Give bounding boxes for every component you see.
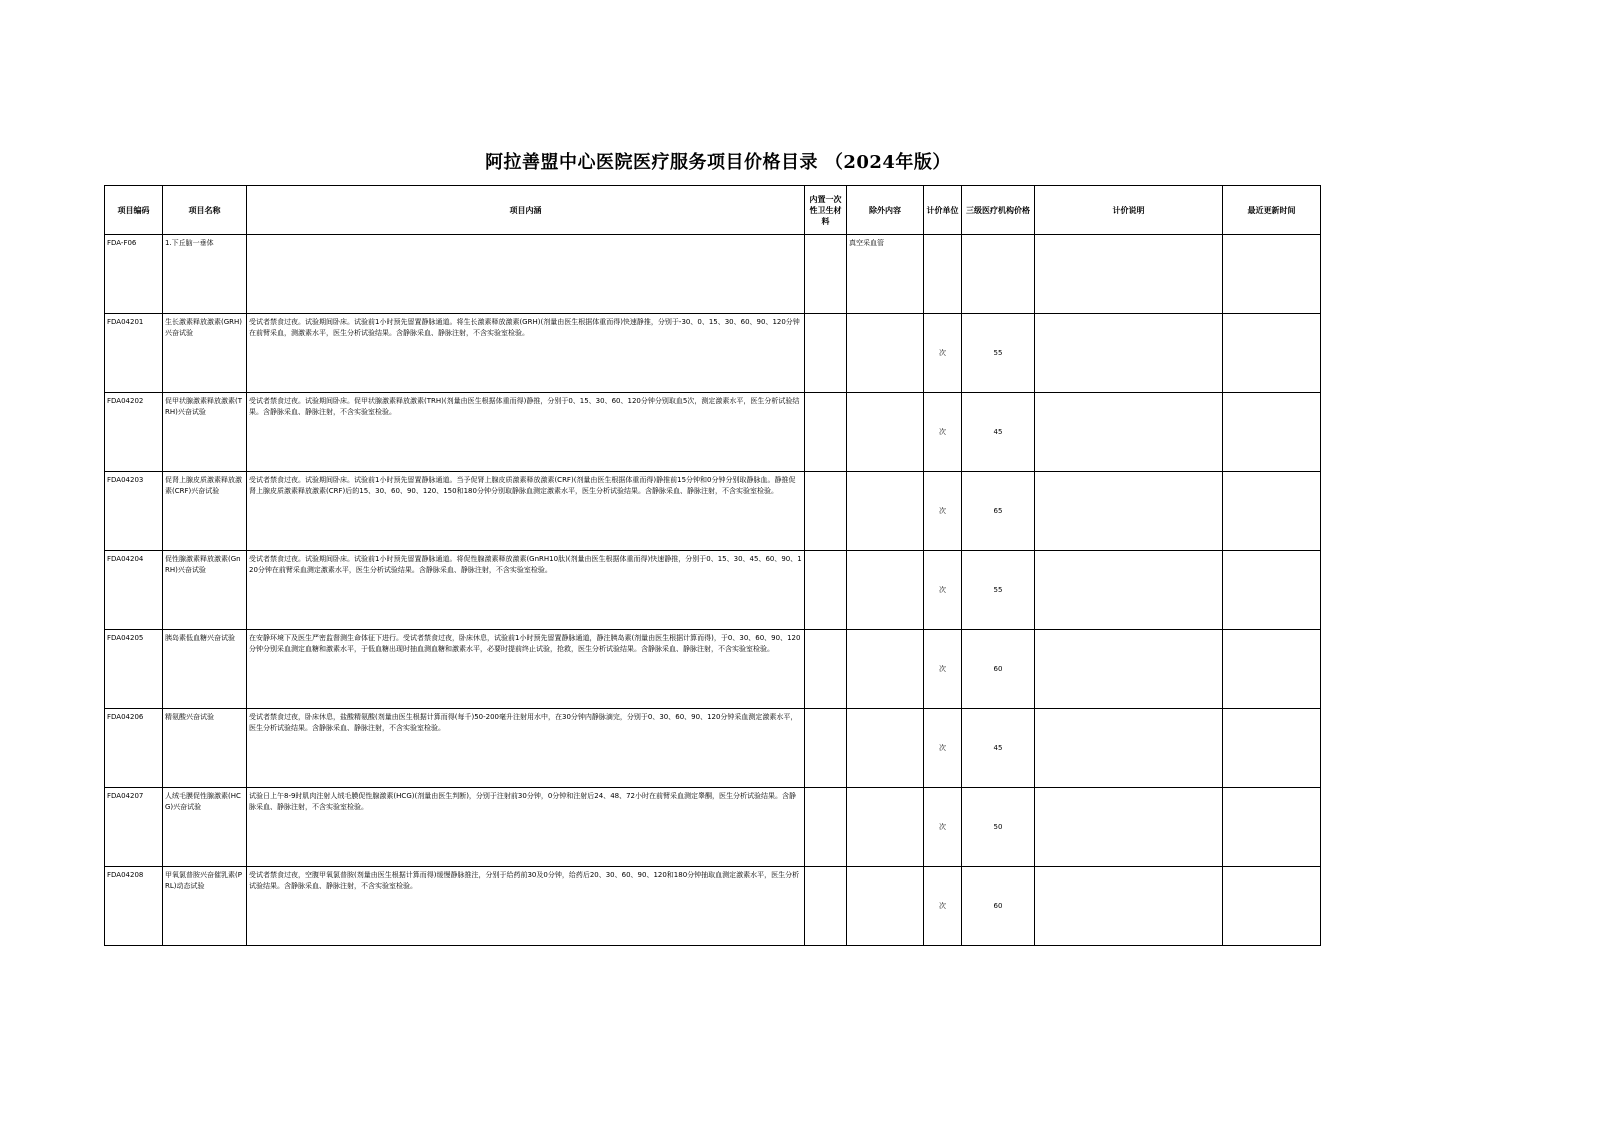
table-row (105, 314, 1321, 393)
cell-exclusion: 真空采血管 (847, 235, 924, 314)
table-row (105, 788, 1321, 867)
header-note: 计价说明 (1035, 186, 1223, 235)
cell-price: 60 (962, 630, 1035, 709)
cell-note (1035, 788, 1223, 867)
cell-unit (924, 235, 962, 314)
cell-code: FDA04203 (105, 472, 163, 551)
cell-material (805, 393, 847, 472)
cell-content (247, 235, 805, 314)
cell-name: 生长激素释放激素(GRH)兴奋试验 (163, 314, 247, 393)
cell-unit: 次 (924, 393, 962, 472)
cell-note (1035, 551, 1223, 630)
cell-price (962, 235, 1035, 314)
cell-material (805, 788, 847, 867)
cell-note (1035, 314, 1223, 393)
cell-price: 65 (962, 472, 1035, 551)
cell-price: 55 (962, 314, 1035, 393)
table-row (105, 630, 1321, 709)
cell-name: 1.下丘脑一垂体 (163, 235, 247, 314)
cell-content: 试验日上午8-9时肌肉注射人绒毛膜促性腺激素(HCG)(剂量由医生判断)，分别于注射前30分钟，0分钟和注射后24、48、72小时在前臂采血测定睾酮，医生分析试验结果。含静脉采血、静脉注射，不含实验室检验。 (247, 788, 805, 867)
header-exclusion: 除外内容 (847, 186, 924, 235)
cell-note (1035, 867, 1223, 946)
cell-exclusion (847, 393, 924, 472)
cell-updated (1223, 235, 1321, 314)
cell-code: FDA04202 (105, 393, 163, 472)
cell-code: FDA04206 (105, 709, 163, 788)
cell-content: 受试者禁食过夜。试验期间卧床。试验前1小时预先留置静脉通道。当予促肾上腺皮质激素释放激素(CRF)(剂量由医生根据体重而得)静推前15分钟和0分钟分别取静脉血。静推促肾上腺皮质激素释放激素(CRF)后的15、30、60、90、120、150和180分钟分别取静脉血测定激素水平，医生分析试验结果。含静脉采血、静脉注射，不含实验室检验。 (247, 472, 805, 551)
cell-material (805, 867, 847, 946)
cell-note (1035, 235, 1223, 314)
table-row (105, 551, 1321, 630)
cell-material (805, 709, 847, 788)
cell-price: 50 (962, 788, 1035, 867)
cell-updated (1223, 709, 1321, 788)
cell-material (805, 314, 847, 393)
document-title: 阿拉善盟中心医院医疗服务项目价格目录 （2024年版） (485, 152, 951, 173)
cell-material (805, 472, 847, 551)
cell-name: 促甲状腺激素释放激素(TRH)兴奋试验 (163, 393, 247, 472)
header-updated: 最近更新时间 (1223, 186, 1321, 235)
header-price: 三级医疗机构价格 (962, 186, 1035, 235)
cell-exclusion (847, 867, 924, 946)
cell-note (1035, 630, 1223, 709)
cell-code: FDA-F06 (105, 235, 163, 314)
cell-material (805, 630, 847, 709)
cell-updated (1223, 788, 1321, 867)
cell-unit: 次 (924, 551, 962, 630)
cell-content: 受试者禁食过夜。试验期间卧床。试验前1小时预先留置静脉通道。将促性腺激素释放激素(GnRH10肽)(剂量由医生根据体重而得)快速静推，分别于0、15、30、45、60、90、120分钟在前臂采血测定激素水平，医生分析试验结果。含静脉采血、静脉注射，不含实验室检验。 (247, 551, 805, 630)
cell-code: FDA04205 (105, 630, 163, 709)
cell-note (1035, 709, 1223, 788)
cell-content: 受试者禁食过夜。试验期间卧床。试验前1小时预先留置静脉通道。将生长激素释放激素(GRH)(剂量由医生根据体重而得)快速静推，分别于-30、0、15、30、60、90、120分钟在前臂采血，测激素水平，医生分析试验结果。含静脉采血、静脉注射，不含实验室检验。 (247, 314, 805, 393)
cell-name: 精氨酸兴奋试验 (163, 709, 247, 788)
cell-code: FDA04207 (105, 788, 163, 867)
cell-material (805, 551, 847, 630)
cell-exclusion (847, 472, 924, 551)
price-table (104, 185, 1321, 946)
cell-material (805, 235, 847, 314)
table-row (105, 235, 1321, 314)
header-code: 项目编码 (105, 186, 163, 235)
cell-updated (1223, 551, 1321, 630)
table-row (105, 472, 1321, 551)
header-name: 项目名称 (163, 186, 247, 235)
cell-unit: 次 (924, 630, 962, 709)
cell-updated (1223, 630, 1321, 709)
cell-content: 受试者禁食过夜。试验期间卧床。促甲状腺激素释放激素(TRH)(剂量由医生根据体重而得)静推，分别于0、15、30、60、120分钟分别取血5次，测定激素水平，医生分析试验结果。含静脉采血、静脉注射，不含实验室检验。 (247, 393, 805, 472)
cell-updated (1223, 867, 1321, 946)
table-header-row (105, 186, 1321, 235)
cell-code: FDA04201 (105, 314, 163, 393)
cell-updated (1223, 314, 1321, 393)
table-row (105, 709, 1321, 788)
cell-price: 45 (962, 393, 1035, 472)
cell-name: 促性腺激素释放激素(GnRH)兴奋试验 (163, 551, 247, 630)
cell-note (1035, 393, 1223, 472)
cell-exclusion (847, 630, 924, 709)
cell-exclusion (847, 709, 924, 788)
cell-name: 促肾上腺皮质激素释放激素(CRF)兴奋试验 (163, 472, 247, 551)
cell-unit: 次 (924, 709, 962, 788)
cell-price: 45 (962, 709, 1035, 788)
header-material: 内置一次性卫生材料 (805, 186, 847, 235)
cell-name: 甲氧氯普胺兴奋催乳素(PRL)动态试验 (163, 867, 247, 946)
cell-name: 人绒毛膜促性腺激素(HCG)兴奋试验 (163, 788, 247, 867)
header-content: 项目内涵 (247, 186, 805, 235)
cell-unit: 次 (924, 314, 962, 393)
cell-updated (1223, 393, 1321, 472)
cell-exclusion (847, 551, 924, 630)
cell-price: 60 (962, 867, 1035, 946)
cell-unit: 次 (924, 472, 962, 551)
cell-content: 受试者禁食过夜，空腹甲氧氯普胺(剂量由医生根据计算而得)缓慢静脉推注，分别于给药前30及0分钟，给药后20、30、60、90、120和180分钟抽取血测定激素水平，医生分析试验结果。含静脉采血、静脉注射，不含实验室检验。 (247, 867, 805, 946)
cell-content: 受试者禁食过夜，卧床休息，盐酸精氨酸(剂量由医生根据计算而得(每千)50-200毫升注射用水中，在30分钟内静脉滴完，分别于0、30、60、90、120分钟采血测定激素水平，医生分析试验结果。含静脉采血、静脉注射，不含实验室检验。 (247, 709, 805, 788)
cell-exclusion (847, 314, 924, 393)
cell-note (1035, 472, 1223, 551)
cell-content: 在安静环境下及医生严密监督测生命体征下进行。受试者禁食过夜，卧床休息，试验前1小时预先留置静脉通道，静注胰岛素(剂量由医生根据计算而得)，于0、30、60、90、120分钟分别采血测定血糖和激素水平，于低血糖出现时抽血测血糖和激素水平，必要时提前终止试验，抢救，医生分析试验结果。含静脉采血、静脉注射，不含实验室检验。 (247, 630, 805, 709)
cell-code: FDA04208 (105, 867, 163, 946)
cell-unit: 次 (924, 867, 962, 946)
table-row (105, 393, 1321, 472)
header-unit: 计价单位 (924, 186, 962, 235)
table-row (105, 867, 1321, 946)
cell-name: 胰岛素低血糖兴奋试验 (163, 630, 247, 709)
cell-unit: 次 (924, 788, 962, 867)
cell-exclusion (847, 788, 924, 867)
cell-updated (1223, 472, 1321, 551)
cell-price: 55 (962, 551, 1035, 630)
cell-code: FDA04204 (105, 551, 163, 630)
